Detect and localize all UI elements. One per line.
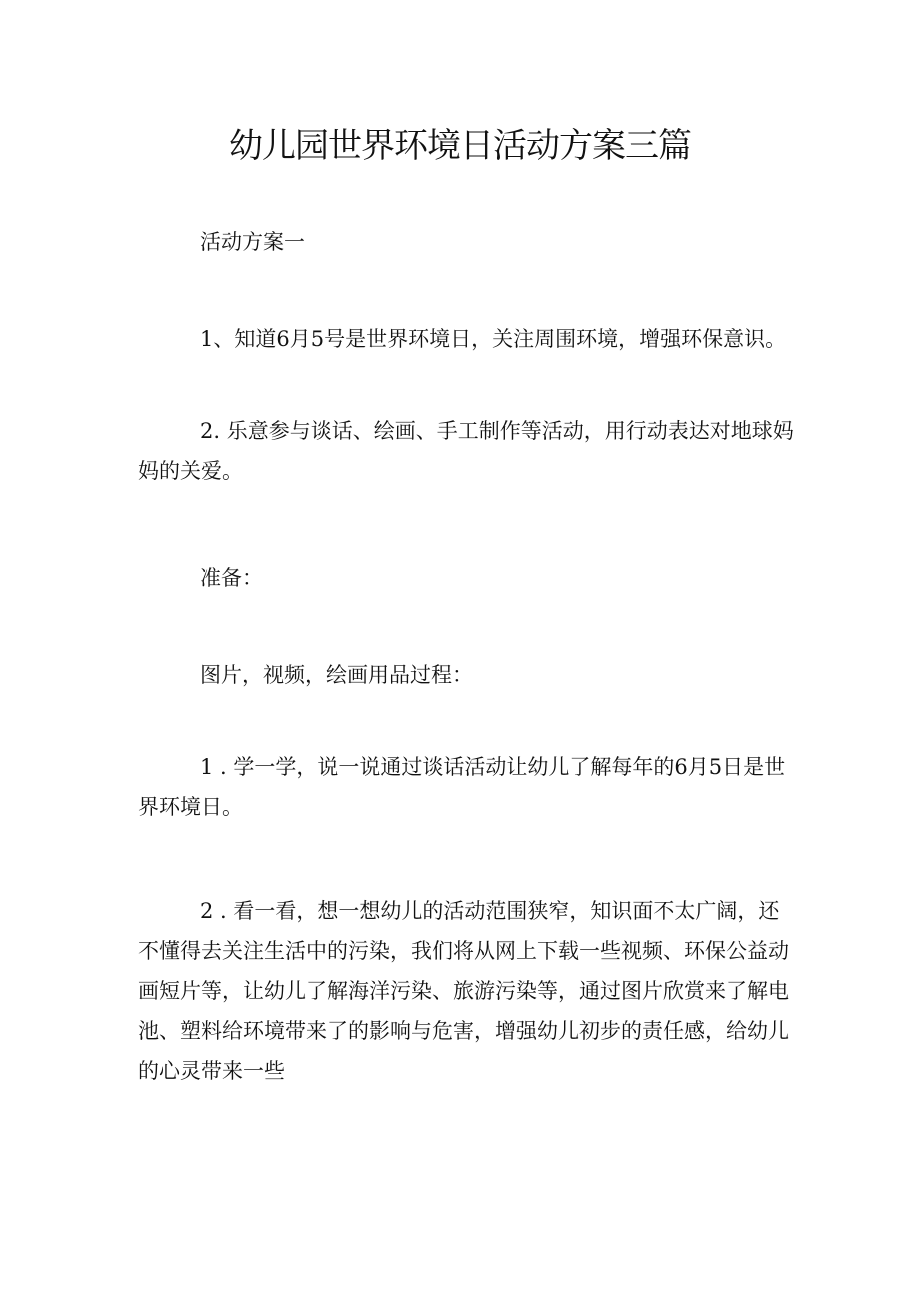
document-title: 幼儿园世界环境日活动方案三篇 <box>229 126 691 166</box>
goal-paragraph-2: 2. 乐意参与谈话、绘画、手工制作等活动，用行动表达对地球妈妈的关爱。 <box>138 419 794 483</box>
process-step-1: 1 . 学一学，说一说通过谈话活动让幼儿了解每年的6月5日是世界环境日。 <box>138 755 786 819</box>
materials-paragraph: 图片，视频，绘画用品过程： <box>200 663 473 687</box>
preparation-heading: 准备： <box>200 566 263 590</box>
process-step-2: 2 . 看一看，想一想幼儿的活动范围狭窄，知识面不太广阔，还不懂得去关注生活中的污染，我们将从网上下载一些视频、环保公益动画短片等，让幼儿了解海洋污染、旅游污染等，通过图片欣赏来了解电池、塑料给环境带来了的影响与危害，增强幼儿初步的责任感，给幼儿的心灵带来一些 <box>138 899 789 1083</box>
goal-paragraph-1: 1、知道6月5号是世界环境日，关注周围环境，增强环保意识。 <box>200 327 787 351</box>
section-heading-plan-one: 活动方案一 <box>200 230 305 254</box>
